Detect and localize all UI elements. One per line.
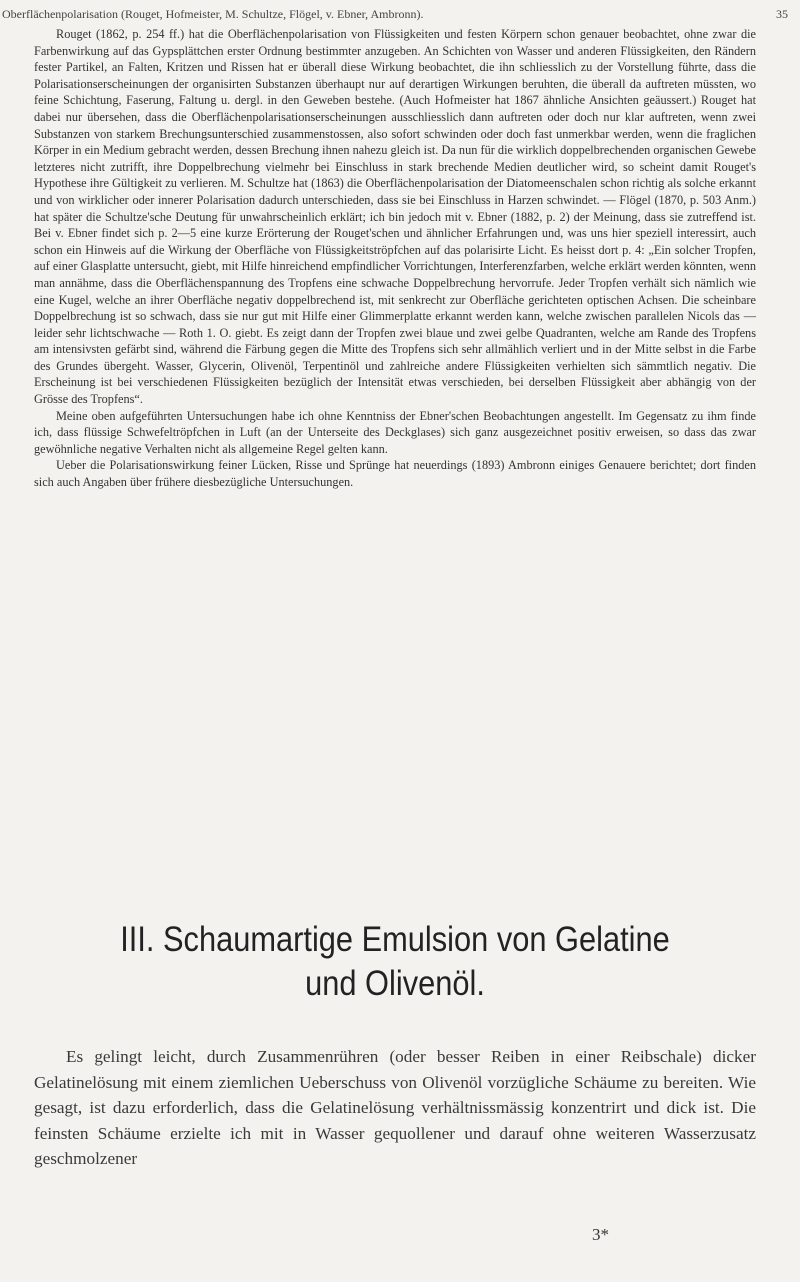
paragraph: Rouget (1862, p. 254 ff.) hat die Oberflächenpolarisation von Flüssigkeiten und festen Körpern schon genauer beobachtet, ohne zwar die Farbenwirkung auf das Gypsplättchen erster Ordnung bestimmter anzugeben. An Schichten von Wasser und anderen Flüssigkeiten, den Rändern fester Partikel, an Falten, Kritzen und Rissen hat er überall diese Wirkung beobachtet, die ihn schliesslich zu der Vorstellung führte, dass die Polarisationserscheinungen der organisirten Substanzen überhaupt nur auf derartigen Wirkungen beruhten, die überall da auftreten müssten, wo feine Schichtung, Faserung, Faltung u. dergl. in den Geweben bestehe. (Auch Hofmeister hat 1867 ähnliche Ansichten geäussert.) Rouget hat dabei nur übersehen, dass die Oberflächenpolarisationserscheinungen ausschliesslich dann auftreten oder doch nur klar auftreten, wenn zwei Substanzen von starkem Brechungsunterschied zusammenstossen, also sofort schwinden oder doch fast unmerkbar werden, wenn die fraglichen Körper in ein Medium gebracht werden, dessen Brechung ihnen nahezu gleich ist. Da nun für die wirklich doppelbrechenden organischen Gewebe letzteres nicht zutrifft, ihre Doppelbrechung vielmehr bei Einschluss in stark brechende Medien deutlicher wird, so scheint damit Rouget's Hypothese ihre Gültigkeit zu verlieren. M. Schultze hat (1863) die Oberflächenpolarisation der Diatomeenschalen schon richtig als solche erkannt und von wirklicher oder innerer Polarisation dadurch unterschieden, dass sie bei Einschluss in Harzen schwindet. — Flögel (1870, p. 503 Anm.) hat später die Schultze'sche Deutung für unwahrscheinlich erklärt; ich bin jedoch mit v. Ebner (1882, p. 2) der Meinung, dass sie zutreffend ist. Bei v. Ebner findet sich p. 2—5 eine kurze Erörterung der Rouget'schen und ähnlicher Erfahrungen und, was uns hier speziell interessirt, auch schon ein Hinweis auf die Wirkung der Oberfläche von Flüssigkeitströpfchen auf das polarisirte Licht. Es heisst dort p. 4: „Ein solcher Tropfen, auf einer Glasplatte untersucht, giebt, mit Hilfe hinreichend empfindlicher Vorrichtungen, Interferenzfarben, welche erklärt werden könnten, wenn man annähme, dass die Oberflächenspannung des Tropfens eine schwache Doppelbrechung hervorrufe. Jeder Tropfen verhält sich nämlich wie eine Kugel, welche an ihrer Oberfläche negativ doppelbrechend ist, mit senkrecht zur Oberfläche gerichteten optischen Achsen. Die scheinbare Doppelbrechung ist so schwach, dass sie nur gut mit Hilfe einer Glimmerplatte erkannt werden kann, welche zwischen parallelen Nicols das — leider sehr lichtschwache — Roth 1. O. giebt. Es zeigt dann der Tropfen zwei blaue und zwei gelbe Quadranten, welche am Rande des Tropfens am intensivsten gefärbt sind, während die Färbung gegen die Mitte des Tropfens sich sehr allmählich verliert und in der Mitte selbst in die Farbe des Grundes übergeht. Wasser, Glycerin, Olivenöl, Terpentinöl und zahlreiche andere Flüssigkeiten verhielten sich sämmtlich negativ. Die Erscheinung ist bei verschiedenen Flüssigkeiten bezüglich der Intensität etwas verschieden, bei derselben Flüssigkeit aber abhängig von der Grösse des Tropfens“. (34, 27, 756, 407)
page-number: 35 (776, 7, 788, 21)
section-heading-line-2: und Olivenöl. (305, 964, 485, 1003)
paragraph: Meine oben aufgeführten Untersuchungen habe ich ohne Kenntniss der Ebner'schen Beobachtungen angestellt. Im Gegensatz zu ihm finde ich, dass flüssige Schwefeltröpfchen in Luft (an der Unterseite des Deckglases) sich ganz ausgezeichnet positiv erweisen, so dass das zwar gewöhnliche negative Verhalten nicht als allgemeine Regel gelten kann. (34, 408, 756, 456)
section-heading (77, 918, 712, 1006)
paragraph: Es gelingt leicht, durch Zusammenrühren (oder besser Reiben in einer Reibschale) dicker Gelatinelösung mit einem ziemlichen Ueberschuss von Olivenöl vorzügliche Schäume zu bereiten. Wie gesagt, ist dazu erforderlich, dass die Gelatinelösung verhältnissmässig konzentrirt und dick ist. Die feinsten Schäume erzielte ich mit in Wasser gequollener und darauf ohne weiteren Wasserzusatz geschmolzener (34, 1047, 756, 1168)
paragraph: Ueber die Polarisationswirkung feiner Lücken, Risse und Sprünge hat neuerdings (1893) Ambronn einiges Genauere berichtet; dort finden sich auch Angaben über frühere diesbezügliche Untersuchungen. (34, 458, 756, 490)
body-text-large (34, 1044, 756, 1172)
signature-mark: 3* (592, 1225, 609, 1244)
running-head-title: Oberflächenpolarisation (Rouget, Hofmeister, M. Schultze, Flögel, v. Ebner, Ambronn). (2, 7, 424, 21)
running-head (2, 6, 792, 22)
section-heading-line-1: III. Schaumartige Emulsion von Gelatine (120, 920, 670, 959)
body-text-small (34, 26, 756, 491)
